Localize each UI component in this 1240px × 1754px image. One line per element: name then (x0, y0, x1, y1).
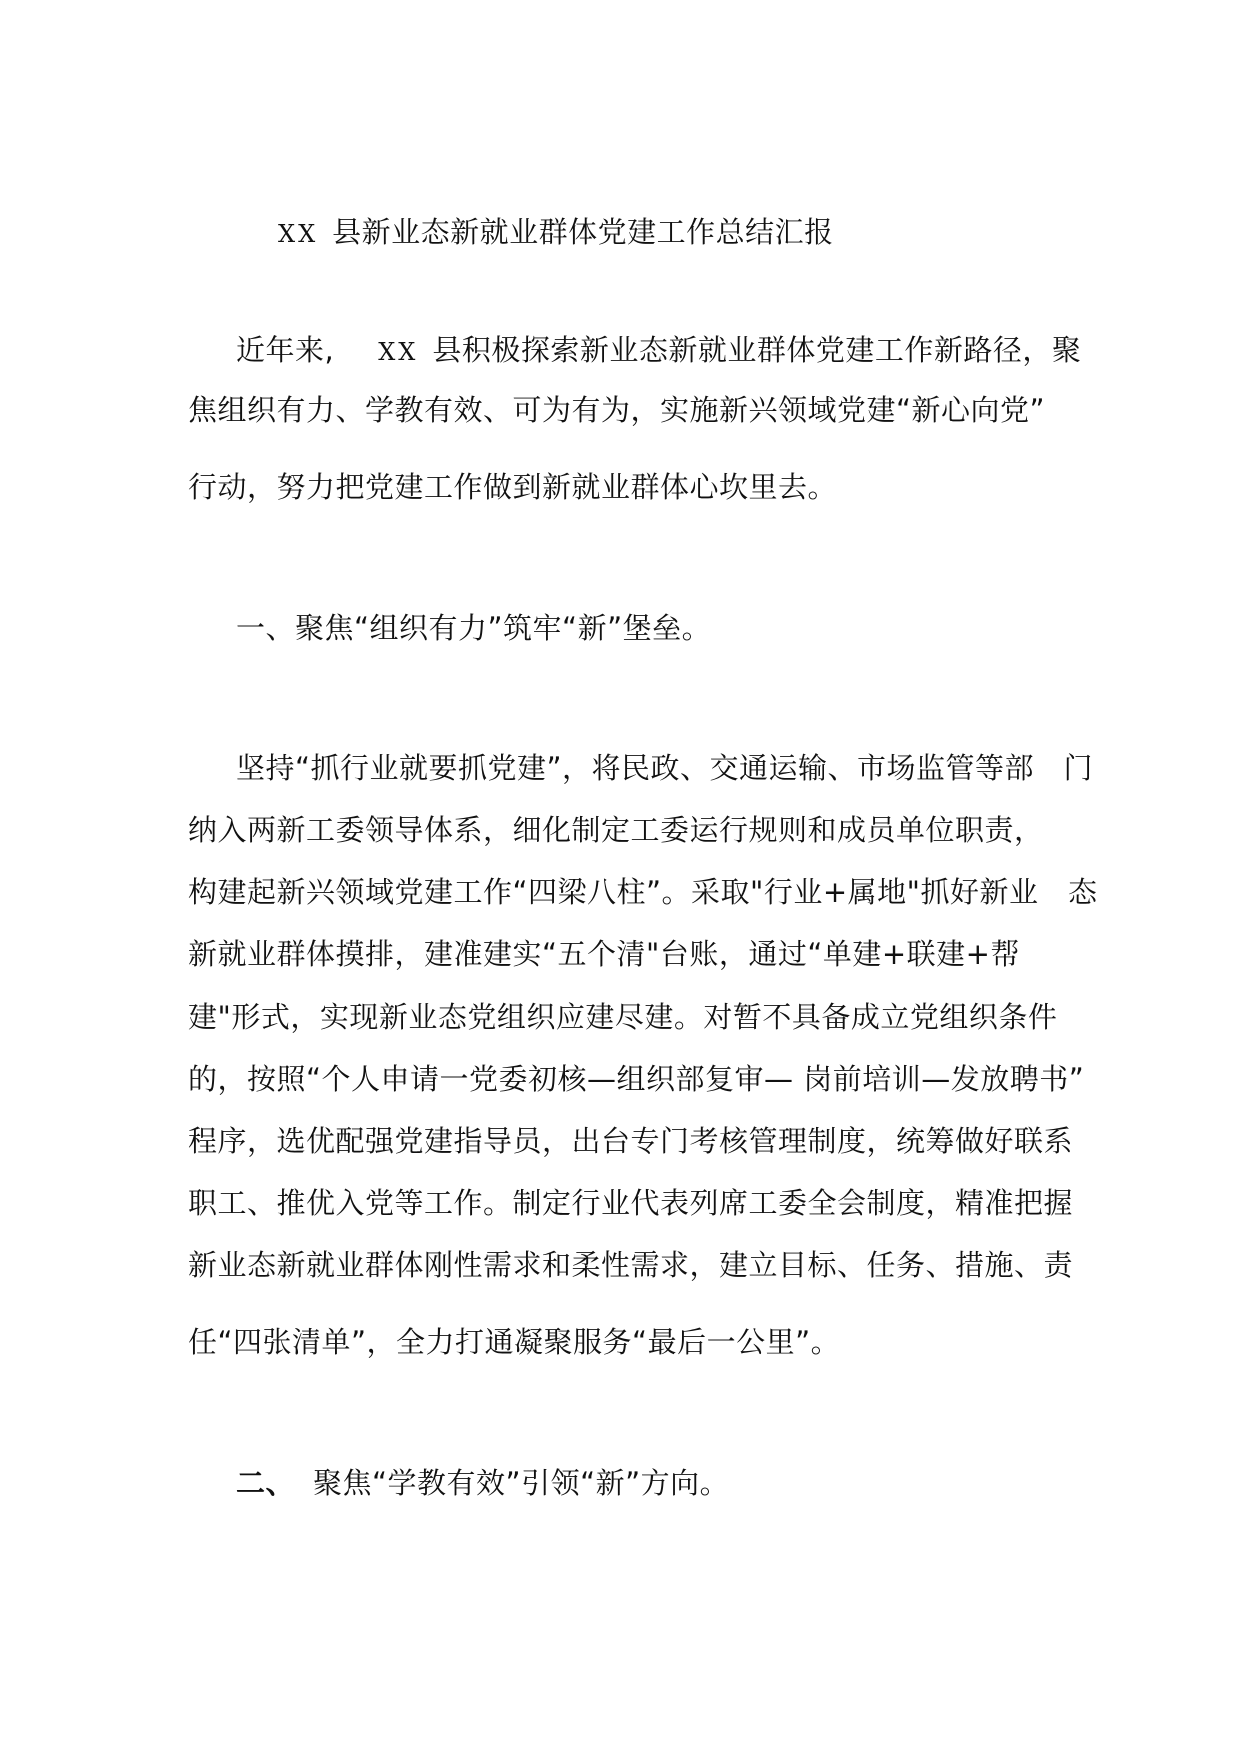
document-title (278, 212, 834, 254)
title-county-placeholder: XX (278, 220, 319, 248)
intro-line-1 (236, 330, 1081, 372)
section-1-line-5: 建"形式，实现新业态党组织应建尽建。对暂不具备成立党组织条件 (188, 1000, 1058, 1034)
intro-line-1-text: 县积极探索新业态新就业群体党建工作新路径，聚 (432, 333, 1082, 367)
title-text: 县新业态新就业群体党建工作总结汇报 (332, 215, 834, 249)
intro-line-3: 行动，努力把党建工作做到新就业群体心坎里去。 (188, 470, 838, 504)
section-1-line-9: 新业态新就业群体刚性需求和柔性需求，建立目标、任务、措施、责 (188, 1248, 1074, 1282)
intro-county-placeholder: XX (378, 338, 419, 366)
section-1-line-2: 纳入两新工委领导体系，细化制定工委运行规则和成员单位职责， (188, 813, 1044, 847)
section-1-line-10: 任“四张清单”，全力打通凝聚服务“最后一公里”。 (188, 1325, 841, 1359)
section-1-line-6: 的，按照“个人申请一党委初核—组织部复审— 岗前培训—发放聘书” (188, 1062, 1085, 1096)
section-1-line-4: 新就业群体摸排，建准建实“五个清"台账，通过“单建+联建+帮 (188, 937, 1020, 971)
section-2-heading (236, 1463, 729, 1503)
section-2-number: 二、 (236, 1466, 296, 1500)
section-1-line-3: 构建起新兴领域党建工作“四梁八柱”。采取"行业+属地"抓好新业 态 (188, 875, 1098, 909)
intro-lead: 近年来, (236, 333, 335, 367)
section-1-heading: 一、聚焦“组织有力”筑牢“新”堡垒。 (236, 611, 712, 645)
section-1-line-1: 坚持“抓行业就要抓党建”，将民政、交通运输、市场监管等部 门 (236, 751, 1094, 785)
intro-line-2: 焦组织有力、学教有效、可为有为，实施新兴领域党建“新心向党” (188, 393, 1046, 427)
section-1-line-8: 职工、推优入党等工作。制定行业代表列席工委全会制度，精准把握 (188, 1186, 1074, 1220)
section-2-heading-text: 聚焦“学教有效”引领“新”方向。 (313, 1466, 730, 1500)
section-1-line-7: 程序，选优配强党建指导员，出台专门考核管理制度，统筹做好联系 (188, 1124, 1074, 1158)
